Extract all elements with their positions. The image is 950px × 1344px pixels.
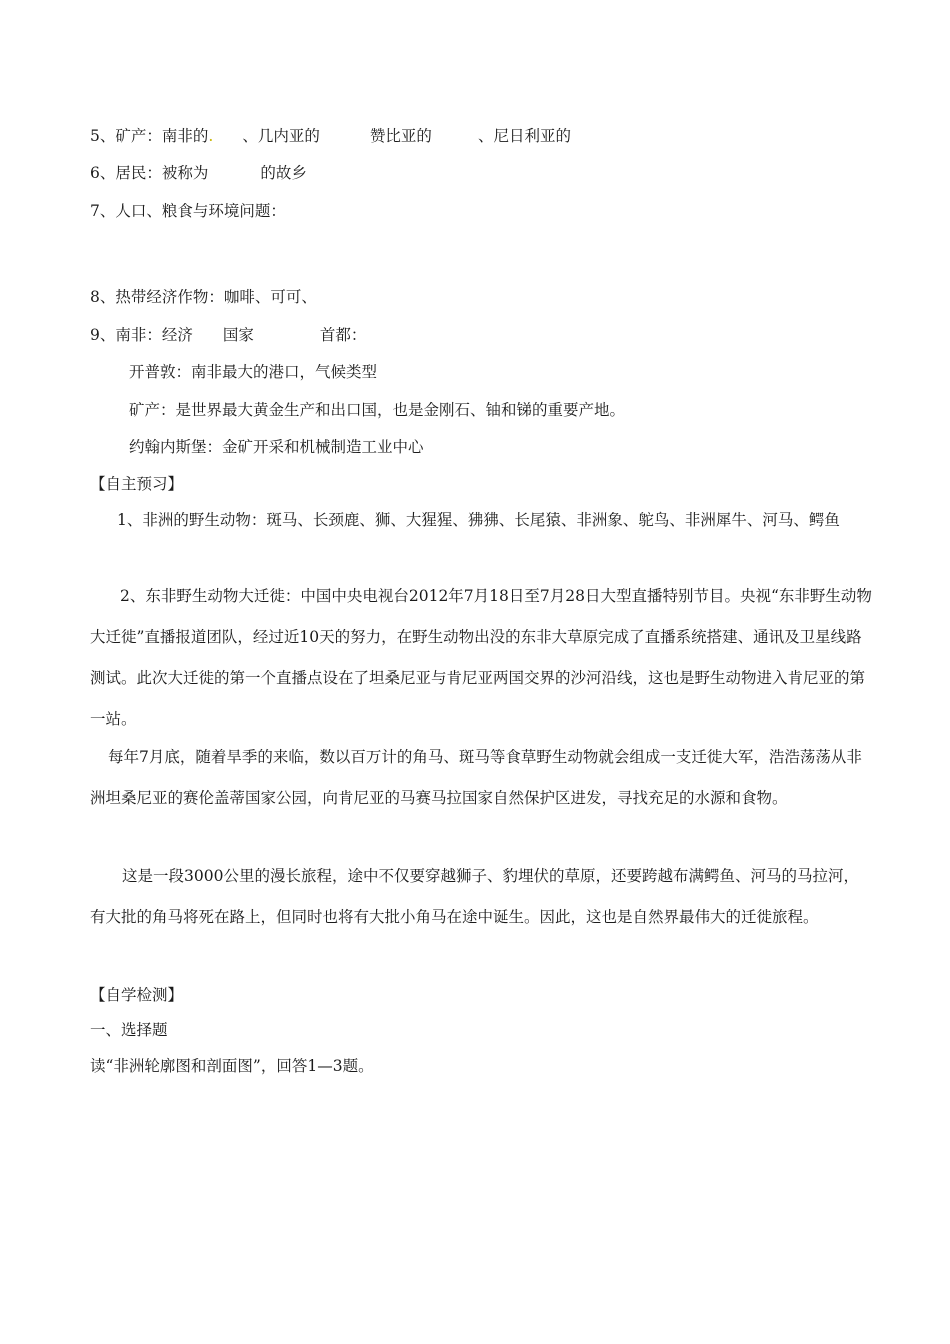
item-5-text-c: 赞比亚的 — [369, 127, 432, 145]
item-5-text-a: 南非的 — [161, 127, 209, 145]
item-9-text-a: 9、南非：经济 — [90, 326, 193, 344]
item-5-blank-1: . — [208, 127, 214, 145]
item-7-issues: 7、人口、粮食与环境问题： — [90, 202, 286, 220]
item-9-south-africa — [90, 325, 366, 345]
preview-paragraph-4: 这是一段3000公里的漫长旅程，途中不仅要穿越狮子、豹埋伏的草原，还要跨越布满鳄鱼、河马的马拉河，有大批的角马将死在路上，但同时也将有大批小角马在途中诞生。因此，这也是自然界最伟大的迁徙旅程。 — [90, 867, 859, 926]
preview-heading: 【自主预习】 — [90, 475, 184, 493]
item-5-text-b: 、几内亚的 — [242, 127, 320, 145]
sub-minerals: 矿产：是世界最大黄金生产和出口国，也是金刚石、铀和锑的重要产地。 — [129, 401, 626, 419]
item-6-text-a: 被称为 — [161, 164, 209, 182]
item-5-label: 矿产： — [115, 127, 162, 145]
preview-paragraph-1: 1、非洲的野生动物：斑马、长颈鹿、狮、大猩猩、狒狒、长尾猿、非洲象、鸵鸟、非洲犀牛、河马、鳄鱼 — [117, 511, 840, 529]
item-5-text-d: 、尼日利亚的 — [477, 127, 571, 145]
sub-johannesburg: 约翰内斯堡：金矿开采和机械制造工业中心 — [129, 438, 424, 456]
item-6-residents — [90, 163, 307, 183]
sub-cape-town: 开普敦：南非最大的港口，气候类型 — [129, 363, 378, 381]
item-5-number: 5、 — [90, 127, 116, 145]
item-6-label: 居民： — [115, 164, 162, 182]
item-9-text-b: 国家 — [222, 326, 254, 344]
item-6-text-b: 的故乡 — [260, 164, 307, 182]
preview-paragraph-3: 每年7月底，随着旱季的来临，数以百万计的角马、斑马等食草野生动物就会组成一支迁徙大军，浩浩荡荡从非洲坦桑尼亚的赛伦盖蒂国家公园，向肯尼亚的马赛马拉国家自然保护区进发，寻找充足的水源和食物。 — [90, 748, 862, 807]
check-section-title: 一、选择题 — [90, 1021, 168, 1039]
check-heading: 【自学检测】 — [90, 986, 184, 1004]
item-8-crops: 8、热带经济作物：咖啡、可可、 — [90, 288, 317, 306]
check-question-prompt: 读“非洲轮廓图和剖面图”，回答1—3题。 — [90, 1057, 374, 1075]
item-9-text-c: 首都： — [319, 326, 367, 344]
item-6-number: 6、 — [90, 164, 116, 182]
preview-paragraph-2: 2、东非野生动物大迁徙：中国中央电视台2012年7月18日至7月28日大型直播特别节目。央视“东非野生动物大迁徙”直播报道团队，经过近10天的努力，在野生动物出没的东非大草原完成了直播系统搭建、通讯及卫星线路测试。此次大迁徙的第一个直播点设在了坦桑尼亚与肯尼亚两国交界的沙河沿线，这也是野生动物进入肯尼亚的第一站。 — [90, 587, 872, 728]
item-5-minerals — [90, 126, 571, 146]
